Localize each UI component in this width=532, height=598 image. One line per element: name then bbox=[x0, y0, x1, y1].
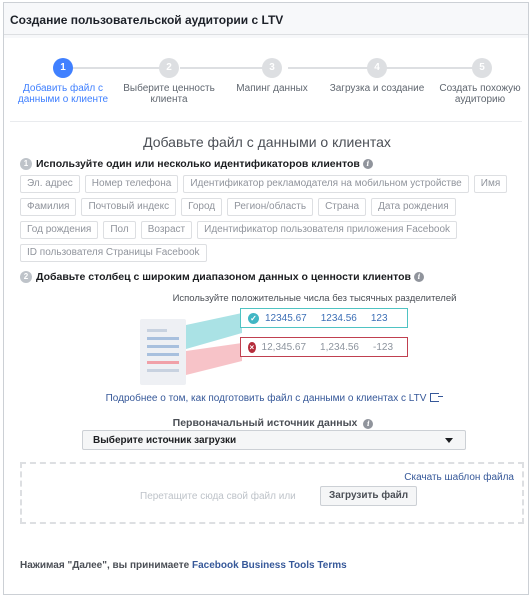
upload-source-selected-value: Выберите источник загрузки bbox=[93, 435, 237, 446]
step-number-badge: 2 bbox=[20, 271, 32, 283]
document-line bbox=[147, 369, 179, 372]
data-source-label bbox=[4, 417, 529, 429]
valid-value: 123 bbox=[370, 312, 388, 324]
valid-value: 1234.56 bbox=[320, 312, 357, 324]
dialog-title: Создание пользовательской аудитории с LTV bbox=[4, 3, 528, 35]
identifiers-heading bbox=[20, 158, 373, 170]
step-number-badge: 1 bbox=[20, 158, 32, 170]
step-2-label: Выберите ценность клиента bbox=[123, 83, 215, 105]
check-icon: ✓ bbox=[248, 313, 259, 324]
file-dropzone[interactable] bbox=[20, 462, 524, 524]
identifier-tags-row bbox=[20, 221, 520, 244]
step-3-label: Мапинг данных bbox=[236, 83, 308, 94]
identifier-tag: Номер телефона bbox=[85, 175, 179, 193]
step-1-circle[interactable]: 1 bbox=[53, 58, 73, 78]
divider bbox=[10, 121, 522, 122]
terms-notice bbox=[20, 560, 347, 571]
identifier-tags-row bbox=[20, 244, 520, 267]
identifier-tags-row bbox=[20, 198, 520, 221]
stepper-connector bbox=[288, 67, 376, 69]
step-4-label: Загрузка и создание bbox=[329, 83, 425, 94]
info-icon[interactable]: i bbox=[363, 419, 373, 429]
error-x-icon: × bbox=[249, 342, 255, 352]
identifier-tag: Фамилия bbox=[20, 198, 76, 216]
step-5-circle: 5 bbox=[472, 58, 492, 78]
valid-values-example bbox=[240, 308, 408, 328]
document-line bbox=[147, 345, 179, 348]
document-icon bbox=[140, 319, 186, 385]
value-column-heading-text: Добавьте столбец с широким диапазоном данных о ценности клиентов bbox=[36, 271, 412, 283]
info-icon[interactable]: i bbox=[363, 159, 373, 169]
bad-value-beam bbox=[186, 343, 242, 375]
terms-notice-text: Нажимая "Далее", вы принимаете bbox=[20, 560, 190, 571]
invalid-value: 12,345.67 bbox=[261, 341, 307, 353]
upload-file-button[interactable]: Загрузить файл bbox=[320, 486, 417, 506]
identifier-tag: Имя bbox=[474, 175, 507, 193]
info-icon[interactable]: i bbox=[414, 272, 424, 282]
identifier-tag: Пол bbox=[103, 221, 135, 239]
identifiers-heading-text: Используйте один или несколько идентификаторов клиентов bbox=[36, 158, 360, 170]
upload-source-select[interactable] bbox=[82, 430, 466, 450]
invalid-values-example bbox=[240, 337, 408, 357]
step-1-label[interactable]: Добавить файл с данными о клиенте bbox=[17, 83, 109, 105]
document-line bbox=[147, 337, 179, 340]
identifier-tag: Идентификатор рекламодателя на мобильном устройстве bbox=[183, 175, 468, 193]
identifier-tag: Город bbox=[181, 198, 222, 216]
identifier-tag: Эл. адрес bbox=[20, 175, 80, 193]
external-link-icon[interactable] bbox=[430, 393, 439, 402]
identifier-tag: Почтовый индекс bbox=[81, 198, 176, 216]
identifier-tag: Страна bbox=[318, 198, 366, 216]
step-4-circle: 4 bbox=[367, 58, 387, 78]
value-format-hint: Используйте положительные числа без тысячных разделителей bbox=[172, 293, 457, 304]
stepper-connector bbox=[386, 67, 474, 69]
identifier-tag: Идентификатор пользователя приложения Facebook bbox=[197, 221, 457, 239]
invalid-value: 1,234.56 bbox=[320, 341, 359, 353]
stepper-connector bbox=[180, 67, 268, 69]
invalid-value: -123 bbox=[372, 341, 393, 353]
identifier-tag: ID пользователя Страницы Facebook bbox=[20, 244, 207, 262]
identifier-tag: Регион/область bbox=[227, 198, 313, 216]
valid-value: 12345.67 bbox=[265, 312, 307, 324]
step-2-circle: 2 bbox=[159, 58, 179, 78]
identifier-tag: Дата рождения bbox=[371, 198, 456, 216]
identifier-tag: Возраст bbox=[141, 221, 192, 239]
document-line bbox=[147, 361, 179, 364]
stepper-connector bbox=[72, 67, 160, 69]
learn-more-link-container bbox=[4, 393, 529, 404]
good-value-beam bbox=[186, 313, 242, 349]
document-line bbox=[147, 329, 167, 332]
download-template-link[interactable]: Скачать шаблон файла bbox=[404, 472, 514, 483]
value-column-heading bbox=[20, 271, 424, 283]
progress-stepper bbox=[4, 55, 529, 115]
data-source-label-text: Первоначальный источник данных bbox=[172, 417, 358, 429]
caret-down-icon bbox=[445, 438, 453, 443]
identifier-tag: Год рождения bbox=[20, 221, 98, 239]
document-line bbox=[147, 353, 179, 356]
identifier-tags-row bbox=[20, 175, 520, 198]
business-tools-terms-link[interactable]: Facebook Business Tools Terms bbox=[191, 560, 347, 571]
section-title: Добавьте файл с данными о клиентах bbox=[143, 134, 391, 150]
step-5-label: Создать похожую аудиторию bbox=[439, 83, 521, 105]
create-ltv-audience-dialog bbox=[3, 2, 529, 595]
learn-more-link[interactable]: Подробнее о том, как подготовить файл с данными о клиентах с LTV bbox=[105, 393, 427, 404]
dropzone-text: Перетащите сюда свой файл или bbox=[140, 491, 296, 502]
step-3-circle: 3 bbox=[262, 58, 282, 78]
